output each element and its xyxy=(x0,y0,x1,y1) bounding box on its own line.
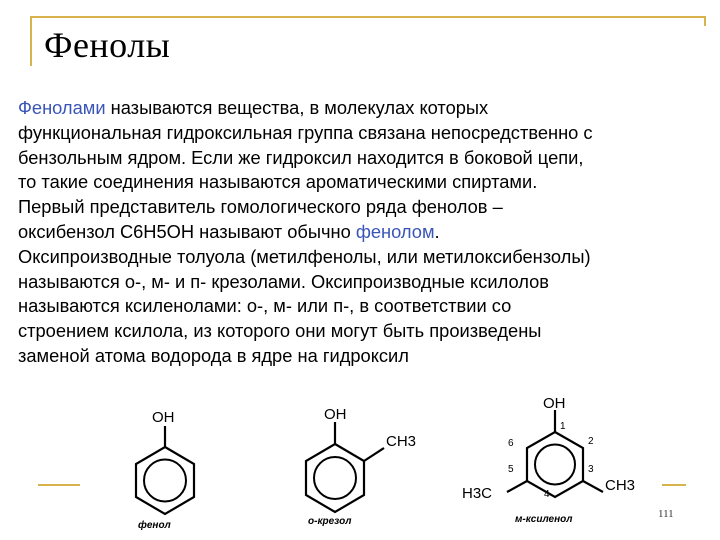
text-segment: . xyxy=(434,220,440,242)
paragraph-line xyxy=(18,245,718,270)
paragraph-line xyxy=(18,96,718,121)
highlighted-term: фенолом xyxy=(355,220,435,242)
paragraph-line xyxy=(18,220,718,245)
m-xylenol-left-methyl-bond xyxy=(507,481,527,492)
text-segment: функциональная гидроксильная группа связана непосредственно с xyxy=(18,121,593,143)
m-xylenol-position-4: 4 xyxy=(544,489,550,500)
o-cresol-oh-label: OH xyxy=(324,406,347,423)
text-segment: называются ксиленолами: о-, м- или п-, в соответствии со xyxy=(18,295,512,317)
text-segment: то такие соединения называются ароматическими спиртами. xyxy=(18,171,538,193)
m-xylenol-ch3-right-label: CH3 xyxy=(605,477,636,494)
m-xylenol-position-1: 1 xyxy=(560,421,566,432)
paragraph-line xyxy=(18,294,718,319)
text-segment: бензольным ядром. Если же гидроксил находится в боковой цепи, xyxy=(18,146,584,168)
m-xylenol-position-3: 3 xyxy=(588,464,594,475)
m-xylenol-right-methyl-bond xyxy=(583,481,603,492)
m-xylenol-h3c-left-label: H3C xyxy=(462,485,493,502)
paragraph-line xyxy=(18,319,718,344)
text-segment: строением ксилола, из которого они могут быть произведены xyxy=(18,320,542,342)
m-xylenol-position-6: 6 xyxy=(508,438,514,449)
paragraph-line xyxy=(18,170,718,195)
phenol-caption: фенол xyxy=(138,520,171,531)
page-number: 111 xyxy=(658,508,674,520)
o-cresol-ring-circle xyxy=(314,457,356,499)
text-segment: Первый представитель гомологического ряда фенолов – xyxy=(18,196,503,218)
structures-figure xyxy=(0,392,720,540)
phenol-structure xyxy=(136,426,194,514)
paragraph-line xyxy=(18,195,718,220)
decorative-top-line xyxy=(30,16,706,18)
text-segment: заменой атома водорода в ядре на гидроксил xyxy=(18,344,409,366)
body-paragraph xyxy=(18,96,718,369)
chemical-structures-drawing xyxy=(0,392,720,540)
paragraph-line xyxy=(18,270,718,295)
o-cresol-methyl-bond xyxy=(364,448,384,461)
phenol-oh-label: OH xyxy=(152,409,175,426)
highlighted-term: Фенолами xyxy=(18,97,106,118)
text-segment: называются о-, м- и п- крезолами. Оксипроизводные ксилолов xyxy=(18,270,549,292)
paragraph-line xyxy=(18,146,718,171)
m-xylenol-ring-circle xyxy=(535,445,575,485)
slide-title: Фенолы xyxy=(44,25,171,65)
text-segment: Оксипроизводные толуола (метилфенолы, или метилоксибензолы) xyxy=(18,245,591,267)
m-xylenol-oh-label: OH xyxy=(543,395,566,412)
m-xylenol-position-2: 2 xyxy=(588,436,594,447)
decorative-right-line xyxy=(704,16,706,26)
phenol-ring-circle xyxy=(144,460,186,502)
text-segment: оксибензол С6Н5ОН называют обычно xyxy=(18,220,356,242)
paragraph-line xyxy=(18,121,718,146)
paragraph-line xyxy=(18,344,718,369)
o-cresol-caption: о-крезол xyxy=(308,516,352,527)
m-xylenol-structure xyxy=(507,410,603,497)
text-segment: называются вещества, в молекулах которых xyxy=(105,97,489,118)
m-xylenol-caption: м-ксиленол xyxy=(515,514,573,525)
decorative-left-line xyxy=(30,16,32,66)
o-cresol-ch3-label: CH3 xyxy=(386,433,417,450)
o-cresol-structure xyxy=(306,422,384,512)
m-xylenol-position-5: 5 xyxy=(508,464,514,475)
